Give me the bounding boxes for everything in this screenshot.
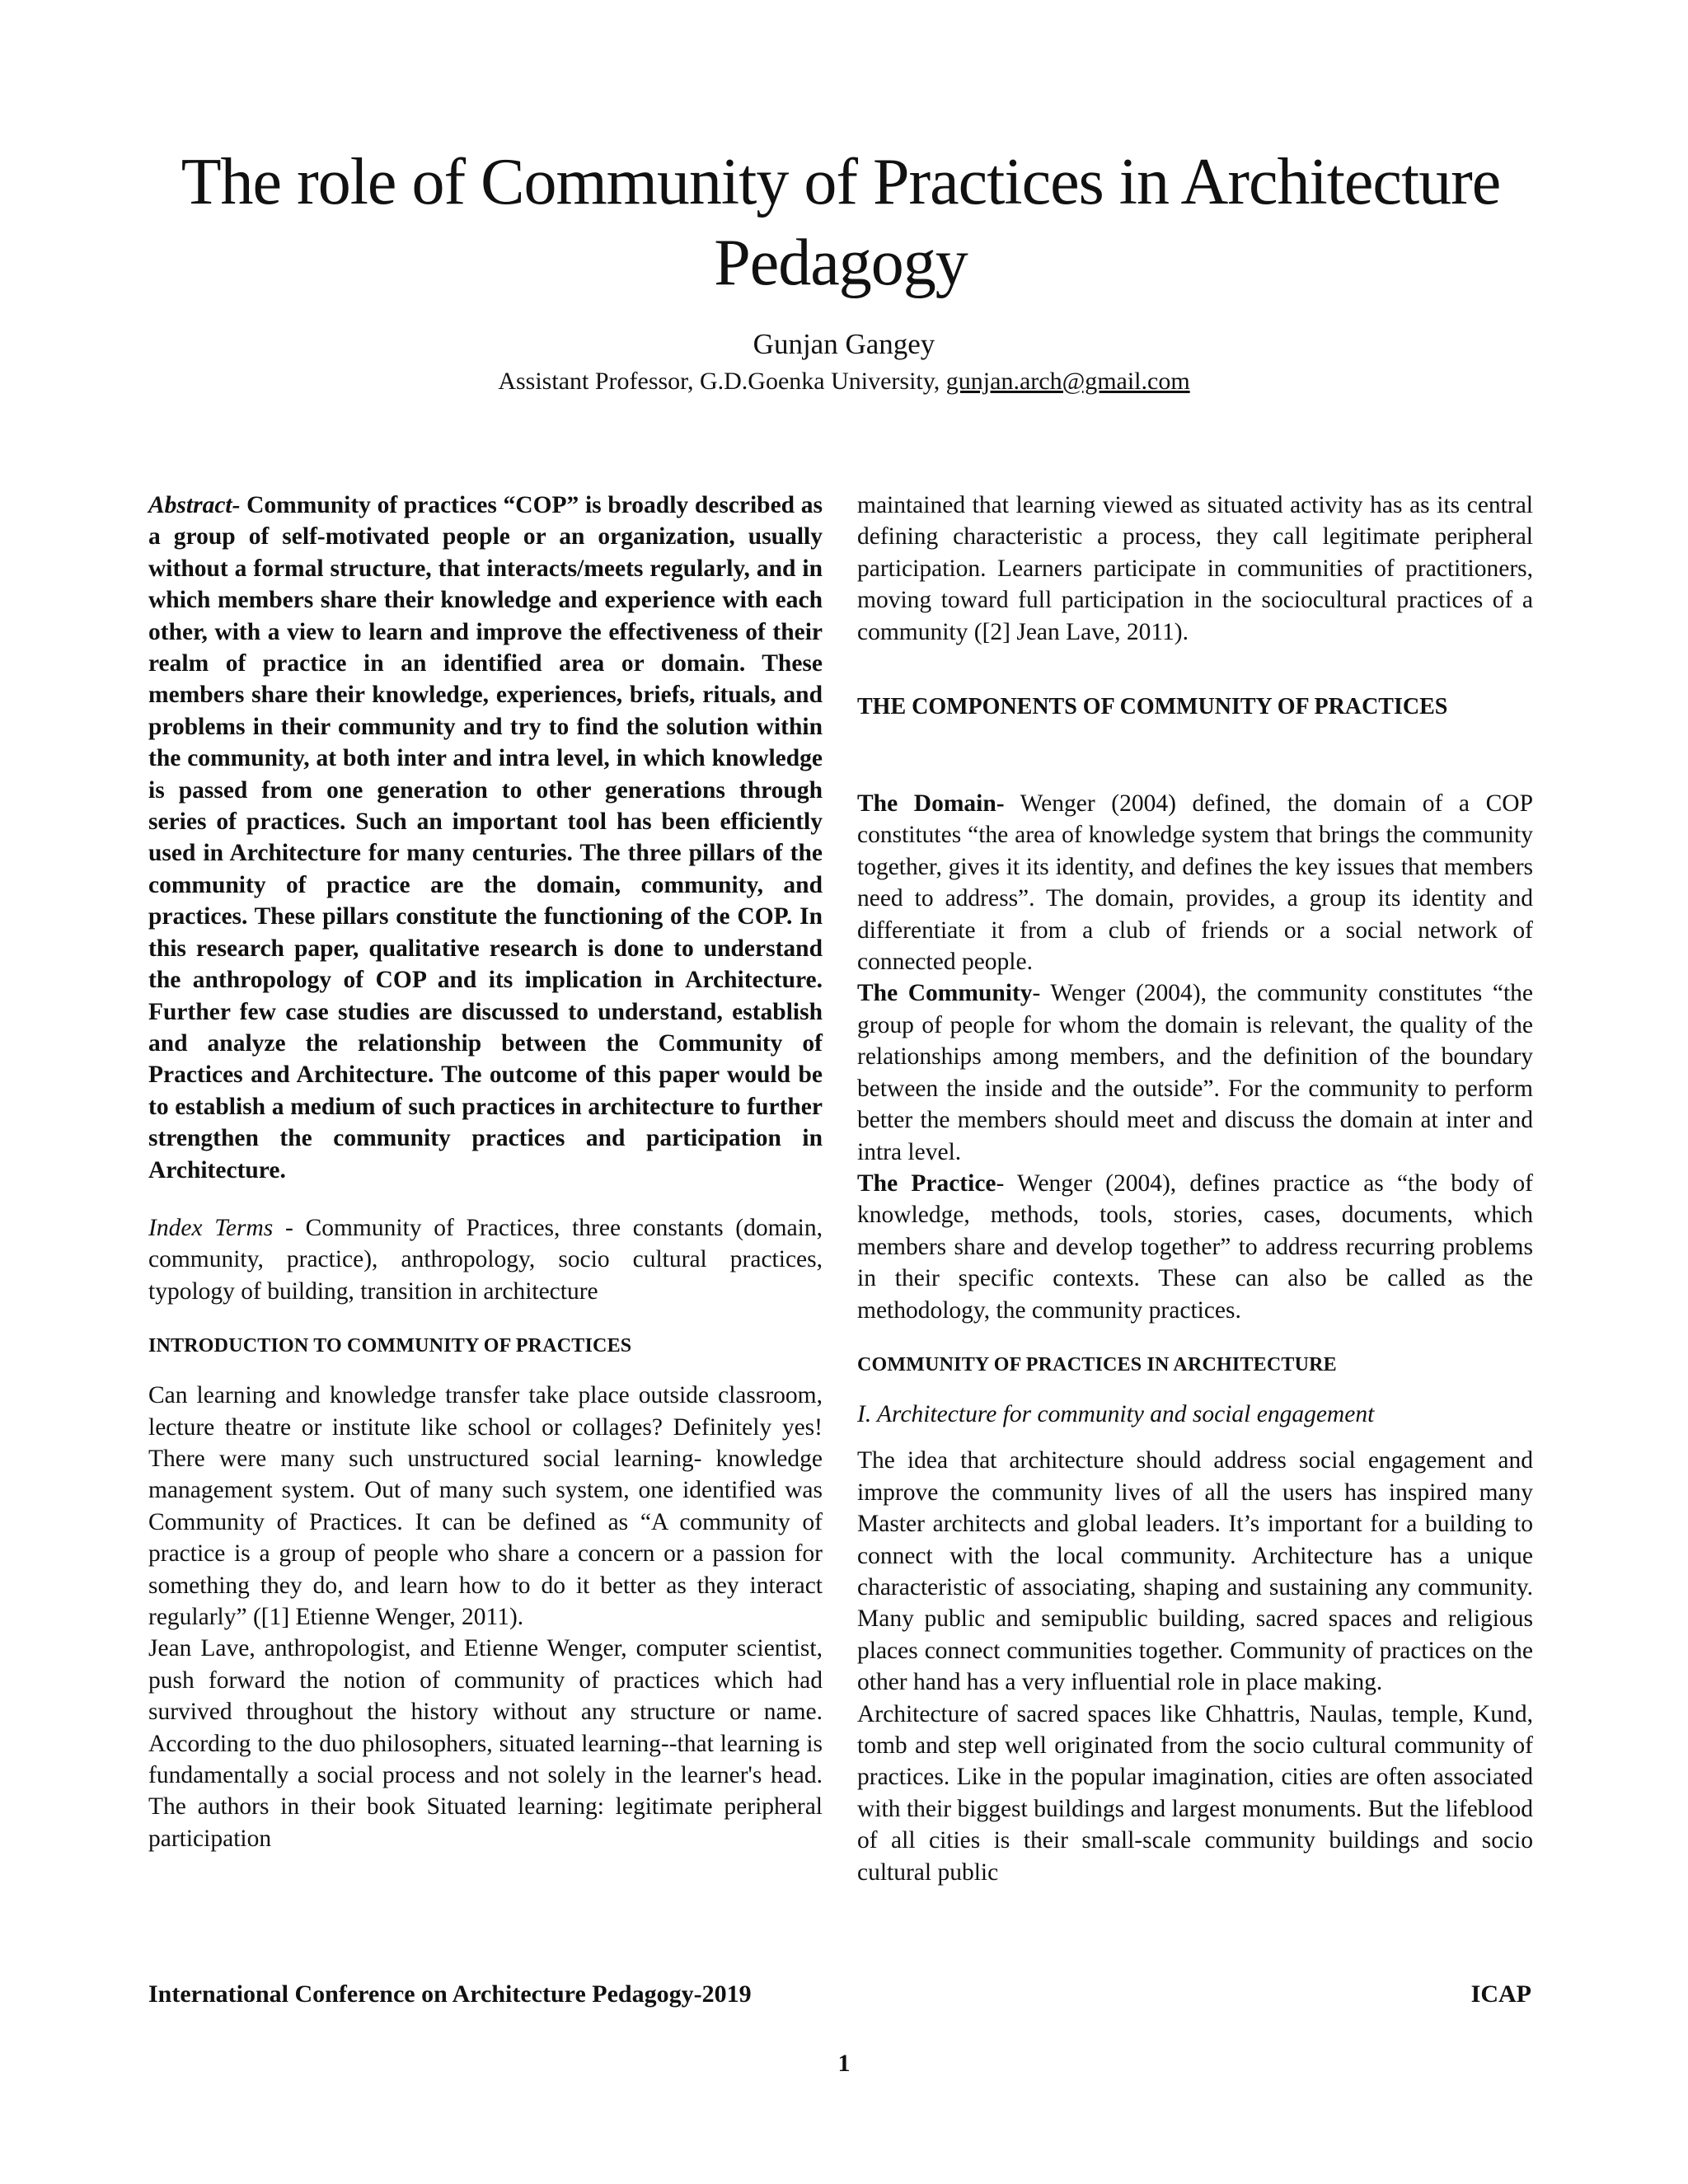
intro-heading: INTRODUCTION TO COMMUNITY OF PRACTICES <box>148 1335 632 1357</box>
intro-paragraph-1: Can learning and knowledge transfer take place outside classroom, lecture theatre or institute like school or collages? Definitely yes! There were many such unstructured social learning- knowledge management system. Out of many such system, one identified was Community of Practices. It can be defined as “A community of practice is a group of people who share a concern or a passion for something they do, and learn how to do it better as they interact regularly” ([1] Etienne Wenger, 2011). <box>148 1382 823 1630</box>
subsection-heading: I. Architecture for community and social engagement <box>857 1400 1375 1427</box>
architecture-heading: COMMUNITY OF PRACTICES IN ARCHITECTURE <box>857 1353 1337 1376</box>
left-column <box>148 490 823 1854</box>
footer-acronym: ICAP <box>1470 1980 1531 2008</box>
practice-text: - Wenger (2004), defines practice as “the body of knowledge, methods, tools, stories, cases, documents, which members share and develop together” to address recurring problems in their specific contexts. These can also be called as the methodology, the community practices. <box>857 1169 1533 1324</box>
components-heading: THE COMPONENTS OF COMMUNITY OF PRACTICES <box>857 694 1448 720</box>
affiliation-text: Assistant Professor, G.D.Goenka University, <box>498 368 946 395</box>
domain-paragraph <box>857 788 1533 977</box>
abstract-label: Abstract- <box>148 492 241 518</box>
page-number: 1 <box>837 2050 851 2077</box>
practice-paragraph <box>857 1168 1533 1326</box>
community-label: The Community <box>857 980 1033 1007</box>
domain-label: The Domain- <box>857 790 1005 818</box>
index-terms <box>148 1212 823 1307</box>
abstract-text: Community of practices “COP” is broadly described as a group of self-motivated people or an organization, usually without a formal structure, that interacts/meets regularly, and in which members share their knowledge and experience with each other, with a view to learn and improve the effectiveness of their realm of practice in an identified area or domain. These members share their knowledge, experiences, briefs, rituals, and problems in their community and try to find the solution within the community, at both inter and intra level, in which knowledge is passed from one generation to other generations through series of practices. Such an important tool has been efficiently used in Architecture for many centuries. The three pillars of the community of practice are the domain, community, and practices. These pillars constitute the functioning of the COP. In this research paper, qualitative research is done to understand the anthropology of COP and its implication in Architecture. Further few case studies are discussed to understand, establish and analyze the relationship between the Community of Practices and Architecture. The outcome of this paper would be to establish a medium of such practices in architecture to further strengthen the community practices and participation in Architecture. <box>148 492 823 1183</box>
practice-label: The Practice <box>857 1169 996 1197</box>
index-terms-text: Community of Practices, three constants (domain, community, practice), anthropology, socio cultural practices, typology of building, transition in architecture <box>148 1214 823 1305</box>
footer-conference: International Conference on Architecture Pedagogy-2019 <box>148 1980 752 2008</box>
architecture-paragraph-2: Architecture of sacred spaces like Chhattris, Naulas, temple, Kund, tomb and step well originated from the socio cultural community of practices. Like in the popular imagination, cities are often associated with their biggest buildings and largest monuments. But the lifeblood of all cities is their small-scale community buildings and socio cultural public <box>857 1700 1533 1886</box>
paper-title: The role of Community of Practices in Architecture Pedagogy <box>181 146 1501 299</box>
author-email-link[interactable]: gunjan.arch@gmail.com <box>945 368 1190 395</box>
intro-paragraph-2: Jean Lave, anthropologist, and Etienne Wenger, computer scientist, push forward the notion of community of practices which had survived throughout the history without any structure or name. According to the duo philosophers, situated learning--that learning is fundamentally a social process and not solely in the learner's head. The authors in their book Situated learning: legitimate peripheral participation <box>148 1635 823 1852</box>
author-affiliation <box>0 367 1688 396</box>
continued-paragraph: maintained that learning viewed as situated activity has as its central defining characteristic a process, they call legitimate peripheral participation. Learners participate in communities of practitioners, moving toward full participation in the sociocultural practices of a community ([2] Jean Lave, 2011). <box>857 492 1533 645</box>
abstract <box>148 490 823 1186</box>
community-text: - Wenger (2004), the community constitutes “the group of people for whom the domain is relevant, the quality of the relationships among members, and the definition of the boundary between the inside and the outside”. For the community to perform better the members should meet and discuss the domain at inter and intra level. <box>857 980 1533 1165</box>
index-terms-label: Index Terms - <box>148 1214 293 1241</box>
community-paragraph <box>857 977 1533 1167</box>
domain-text: Wenger (2004) defined, the domain of a COP constitutes “the area of knowledge system that brings the community together, gives it its identity, and defines the key issues that members need to address”. The domain, provides, a group its identity and differentiate it from a club of friends or a social network of connected people. <box>857 790 1533 976</box>
right-column <box>857 490 1533 1888</box>
author-name: Gunjan Gangey <box>753 328 935 360</box>
architecture-paragraph-1: The idea that architecture should address social engagement and improve the community lives of all the users has inspired many Master architects and global leaders. It’s important for a building to connect with the local community. Architecture has a unique characteristic of associating, shaping and sustaining any community. Many public and semipublic building, sacred spaces and religious places connect communities together. Community of practices on the other hand has a very influential role in place making. <box>857 1447 1533 1696</box>
